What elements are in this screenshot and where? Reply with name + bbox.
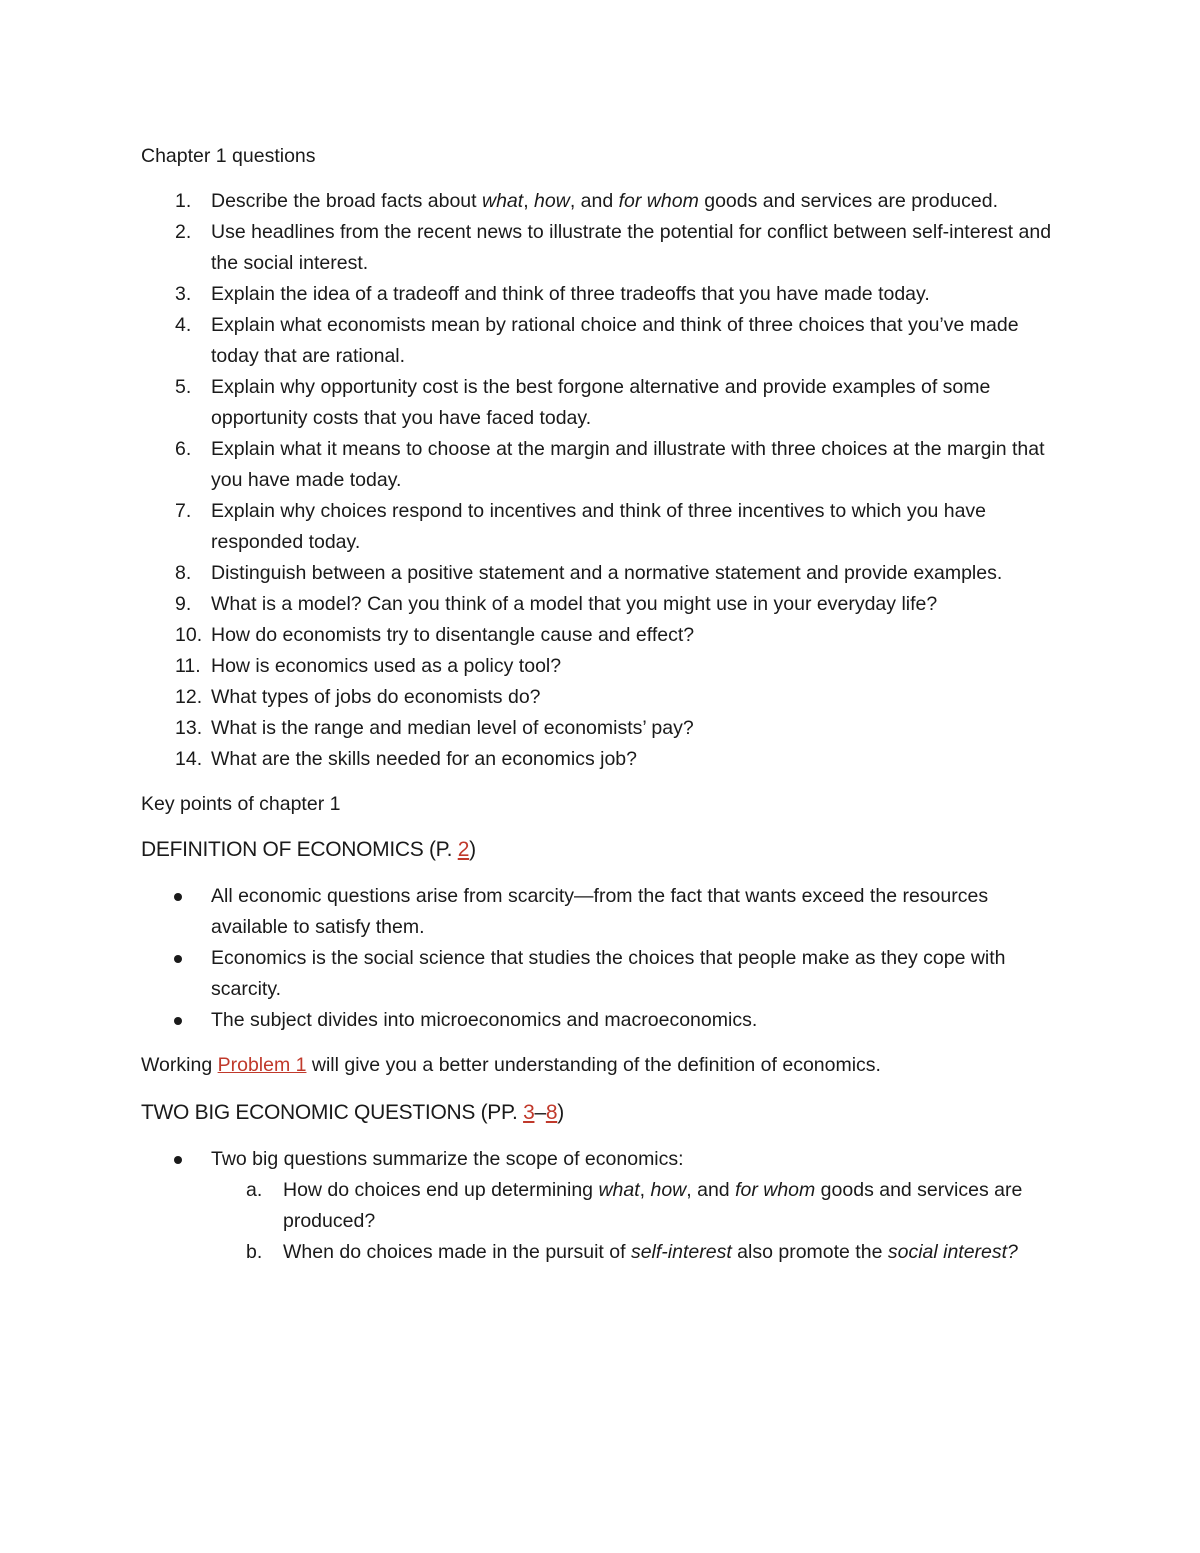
list-item-text: How is economics used as a policy tool? (211, 655, 562, 677)
list-item-text: Explain what it means to choose at the margin and illustrate with three choices at the margin that you have made today. (211, 438, 1045, 491)
list-number: a. (246, 1179, 263, 1201)
list-item-text: What types of jobs do economists do? (211, 686, 541, 708)
list-number: 13. (175, 717, 203, 739)
two-big-sub-list (211, 1175, 1061, 1268)
list-number: 3. (175, 283, 192, 305)
question-item (141, 217, 1061, 279)
list-number: b. (246, 1241, 263, 1263)
questions-list (141, 186, 1061, 775)
list-item (141, 1005, 1061, 1036)
question-item (141, 651, 1061, 682)
list-item-text: Explain the idea of a tradeoff and think of three tradeoffs that you have made today. (211, 283, 930, 305)
list-item-text: What are the skills needed for an economics job? (211, 748, 637, 770)
list-item (141, 881, 1061, 943)
list-item-text: Explain why choices respond to incentives and think of three incentives to which you have responded today. (211, 500, 987, 553)
question-item (141, 310, 1061, 372)
document-body (141, 141, 1061, 1282)
list-number: 8. (175, 562, 192, 584)
question-item (141, 713, 1061, 744)
list-number: 12. (175, 686, 203, 708)
list-item-text: What is the range and median level of economists’ pay? (211, 717, 694, 739)
question-item (141, 744, 1061, 775)
list-item-text: How do choices end up determining what, how, and for whom goods and services are produced? (283, 1179, 1023, 1232)
list-item (141, 1144, 1061, 1268)
list-item-text: All economic questions arise from scarcity—from the fact that wants exceed the resources available to satisfy them. (211, 885, 989, 938)
sub-question-item (141, 1175, 1061, 1237)
key-points-title: Key points of chapter 1 (141, 793, 341, 815)
list-item-text: The subject divides into microeconomics and macroeconomics. (211, 1009, 758, 1031)
definition-bullets (141, 881, 1061, 1036)
question-item (141, 682, 1061, 713)
list-item (141, 943, 1061, 1005)
question-item (141, 279, 1061, 310)
list-item-text: When do choices made in the pursuit of self-interest also promote the social interest? (283, 1241, 1018, 1263)
two-big-title-text: TWO BIG ECONOMIC QUESTIONS (PP. (141, 1101, 524, 1124)
bullet-dot (174, 893, 182, 901)
list-item-text: What is a model? Can you think of a model that you might use in your everyday life? (211, 593, 938, 615)
sub-question-item (141, 1237, 1061, 1268)
question-item (141, 186, 1061, 217)
question-item (141, 620, 1061, 651)
question-item (141, 434, 1061, 496)
two-big-bullet-text: Two big questions summarize the scope of economics: (211, 1148, 684, 1170)
list-item-text: Describe the broad facts about what, how, and for whom goods and services are produced. (211, 190, 999, 212)
working-pre: Working (141, 1054, 218, 1076)
two-big-bullets (141, 1144, 1061, 1268)
bullet-dot (174, 1156, 182, 1164)
list-item-text: Explain what economists mean by rational choice and think of three choices that you’ve made today that are rational. (211, 314, 1019, 367)
list-number: 2. (175, 221, 192, 243)
question-item (141, 558, 1061, 589)
two-big-title-close: ) (557, 1101, 564, 1124)
list-number: 9. (175, 593, 192, 615)
list-number: 5. (175, 376, 192, 398)
question-item (141, 496, 1061, 558)
working-problem-note (141, 1050, 1061, 1081)
list-number: 11. (175, 655, 201, 677)
list-item-text: How do economists try to disentangle cause and effect? (211, 624, 695, 646)
definition-title-text: DEFINITION OF ECONOMICS (P. (141, 838, 458, 861)
page-8-link[interactable]: 8 (545, 1101, 558, 1124)
list-number: 1. (175, 190, 192, 212)
bullet-dot (174, 1017, 182, 1025)
list-number: 7. (175, 500, 192, 522)
list-number: 4. (175, 314, 192, 336)
working-post: will give you a better understanding of the definition of economics. (306, 1054, 881, 1076)
list-number: 10. (175, 624, 203, 646)
page-2-link[interactable]: 2 (457, 838, 470, 861)
list-number: 6. (175, 438, 192, 460)
list-number: 14. (175, 748, 203, 770)
list-item-text: Economics is the social science that studies the choices that people make as they cope with scarcity. (211, 947, 1006, 1000)
page-3-link[interactable]: 3 (523, 1101, 535, 1124)
definition-title-close: ) (469, 838, 476, 861)
bullet-dot (174, 955, 182, 963)
chapter-title: Chapter 1 questions (141, 145, 316, 167)
question-item (141, 372, 1061, 434)
two-big-title-sep: – (534, 1101, 546, 1124)
problem-1-link[interactable]: Problem 1 (217, 1054, 307, 1076)
list-item-text: Distinguish between a positive statement and a normative statement and provide examples. (211, 562, 1003, 584)
list-item-text: Explain why opportunity cost is the best forgone alternative and provide examples of some opportunity costs that you have faced today. (211, 376, 991, 429)
question-item (141, 589, 1061, 620)
list-item-text: Use headlines from the recent news to illustrate the potential for conflict between self-interest and the social interest. (211, 221, 1052, 274)
two-big-questions-title (141, 1097, 1061, 1128)
definition-section-title (141, 834, 1061, 865)
